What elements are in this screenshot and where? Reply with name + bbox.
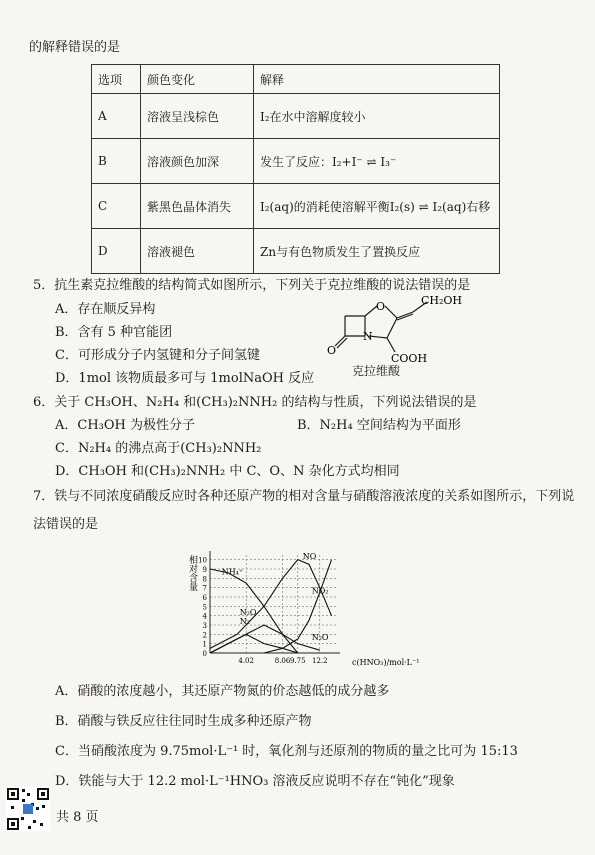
q6-stem: 6．关于 CH₃OH、N₂H₄ 和(CH₃)₂NNH₂ 的结构与性质，下列说法错误的是 [33, 395, 477, 410]
table-cell: I₂在水中溶解度较小 [254, 94, 500, 139]
q6-option-c: C．N₂H₄ 的沸点高于(CH₃)₂NNH₂ [55, 441, 262, 456]
q5-option-d: D．1mol 该物质最多可与 1molNaOH 反应 [55, 371, 315, 386]
series-label-N2: N₂ [239, 617, 250, 627]
table-cell: 溶液呈浅棕色 [141, 94, 254, 139]
y-tick-label: 5 [202, 603, 207, 612]
q5-stem: 5．抗生素克拉维酸的结构简式如图所示，下列关于克拉维酸的说法错误的是 [33, 278, 471, 293]
x-tick-label: 9.75 [289, 657, 306, 665]
series-label-NO2: NO₂ [311, 586, 329, 596]
table-cell: A [92, 94, 141, 139]
q7-option-d: D．铁能与大于 12.2 mol·L⁻¹HNO₃ 溶液反应说明不存在“钝化”现象 [55, 774, 455, 789]
x-tick-label: 12.2 [312, 657, 328, 665]
carbonyl-oxygen-label: O [327, 344, 337, 357]
q7-option-a: A．硝酸的浓度越小，其还原产物氮的价态越低的成分越多 [55, 684, 390, 699]
y-tick-label: 2 [202, 631, 207, 640]
q5-option-b: B．含有 5 种官能团 [55, 325, 173, 340]
table-cell: 发生了反应：I₂+I⁻ ⇌ I₃⁻ [254, 139, 500, 184]
table-cell: B [92, 139, 141, 184]
nitrogen-label: N [363, 330, 373, 343]
q6-option-d: D．CH₃OH 和(CH₃)₂NNH₂ 中 C、O、N 杂化方式均相同 [55, 464, 400, 479]
q6-option-b: B．N₂H₄ 空间结构为平面形 [297, 418, 461, 433]
y-tick-label: 7 [202, 584, 207, 593]
q7-stem-line2: 法错误的是 [33, 517, 99, 532]
qr-code [6, 787, 50, 831]
q5-option-a: A．存在顺反异构 [55, 302, 156, 317]
series-label-NO: NO [302, 552, 317, 562]
table-header-row [92, 65, 500, 94]
options-table [91, 64, 500, 274]
ring-oxygen-label: O [376, 300, 386, 313]
y-tick-label: 0 [202, 650, 207, 658]
series-label-N2O_small: N₂O [239, 608, 257, 618]
y-tick-label: 3 [202, 622, 207, 630]
table-cell: Zn与有色物质发生了置换反应 [254, 229, 500, 274]
y-tick-label: 4 [202, 612, 207, 621]
y-axis-label: 相对含量 [187, 555, 197, 591]
table-header-cell: 选项 [92, 65, 141, 94]
y-tick-label: 9 [202, 566, 207, 574]
structure-caption: 克拉维酸 [352, 364, 401, 378]
series-label-N2O: N₂O [311, 632, 329, 642]
table-cell: C [92, 184, 141, 229]
y-tick-label: 1 [202, 640, 207, 649]
q7-stem-line1: 7．铁与不同浓度硝酸反应时各种还原产物的相对含量与硝酸溶液浓度的关系如图所示，下列说 [33, 489, 575, 504]
x-tick-label: 4.02 [238, 657, 254, 665]
y-tick-label: 6 [202, 594, 207, 602]
y-tick-label: 10 [198, 556, 207, 565]
table-row [92, 139, 500, 184]
header-line: 的解释错误的是 [29, 40, 121, 55]
table-header-cell: 颜色变化 [141, 65, 254, 94]
x-axis-label: c(HNO₃)/mol·L⁻¹ [352, 658, 420, 667]
table-cell: D [92, 229, 141, 274]
q7-option-b: B．硝酸与铁反应往往同时生成多种还原产物 [55, 714, 312, 729]
table-header-cell: 解释 [254, 65, 500, 94]
page-footer: 共 8 页 [56, 810, 99, 825]
table-cell: 溶液褪色 [141, 229, 254, 274]
table-cell: I₂(aq)的消耗使溶解平衡I₂(s) ⇌ I₂(aq)右移 [254, 184, 500, 229]
ch2oh-label: CH₂OH [421, 294, 463, 307]
nitric-acid-reduction-chart [186, 545, 426, 675]
table-row [92, 184, 500, 229]
q6-option-a: A．CH₃OH 为极性分子 [55, 418, 196, 433]
cooh-label: COOH [391, 352, 428, 365]
table-cell: 紫黑色晶体消失 [141, 184, 254, 229]
q5-option-c: C．可形成分子内氢键和分子间氢键 [55, 348, 260, 363]
q7-option-c: C．当硝酸浓度为 9.75mol·L⁻¹ 时，氧化剂与还原剂的物质的量之比可为 15:13 [55, 744, 518, 759]
table-row [92, 229, 500, 274]
series-label-NH4: NH₄⁺ [221, 567, 244, 577]
y-tick-label: 8 [202, 575, 207, 584]
table-cell: 溶液颜色加深 [141, 139, 254, 184]
x-tick-label: 8.06 [274, 657, 291, 665]
table-row [92, 94, 500, 139]
